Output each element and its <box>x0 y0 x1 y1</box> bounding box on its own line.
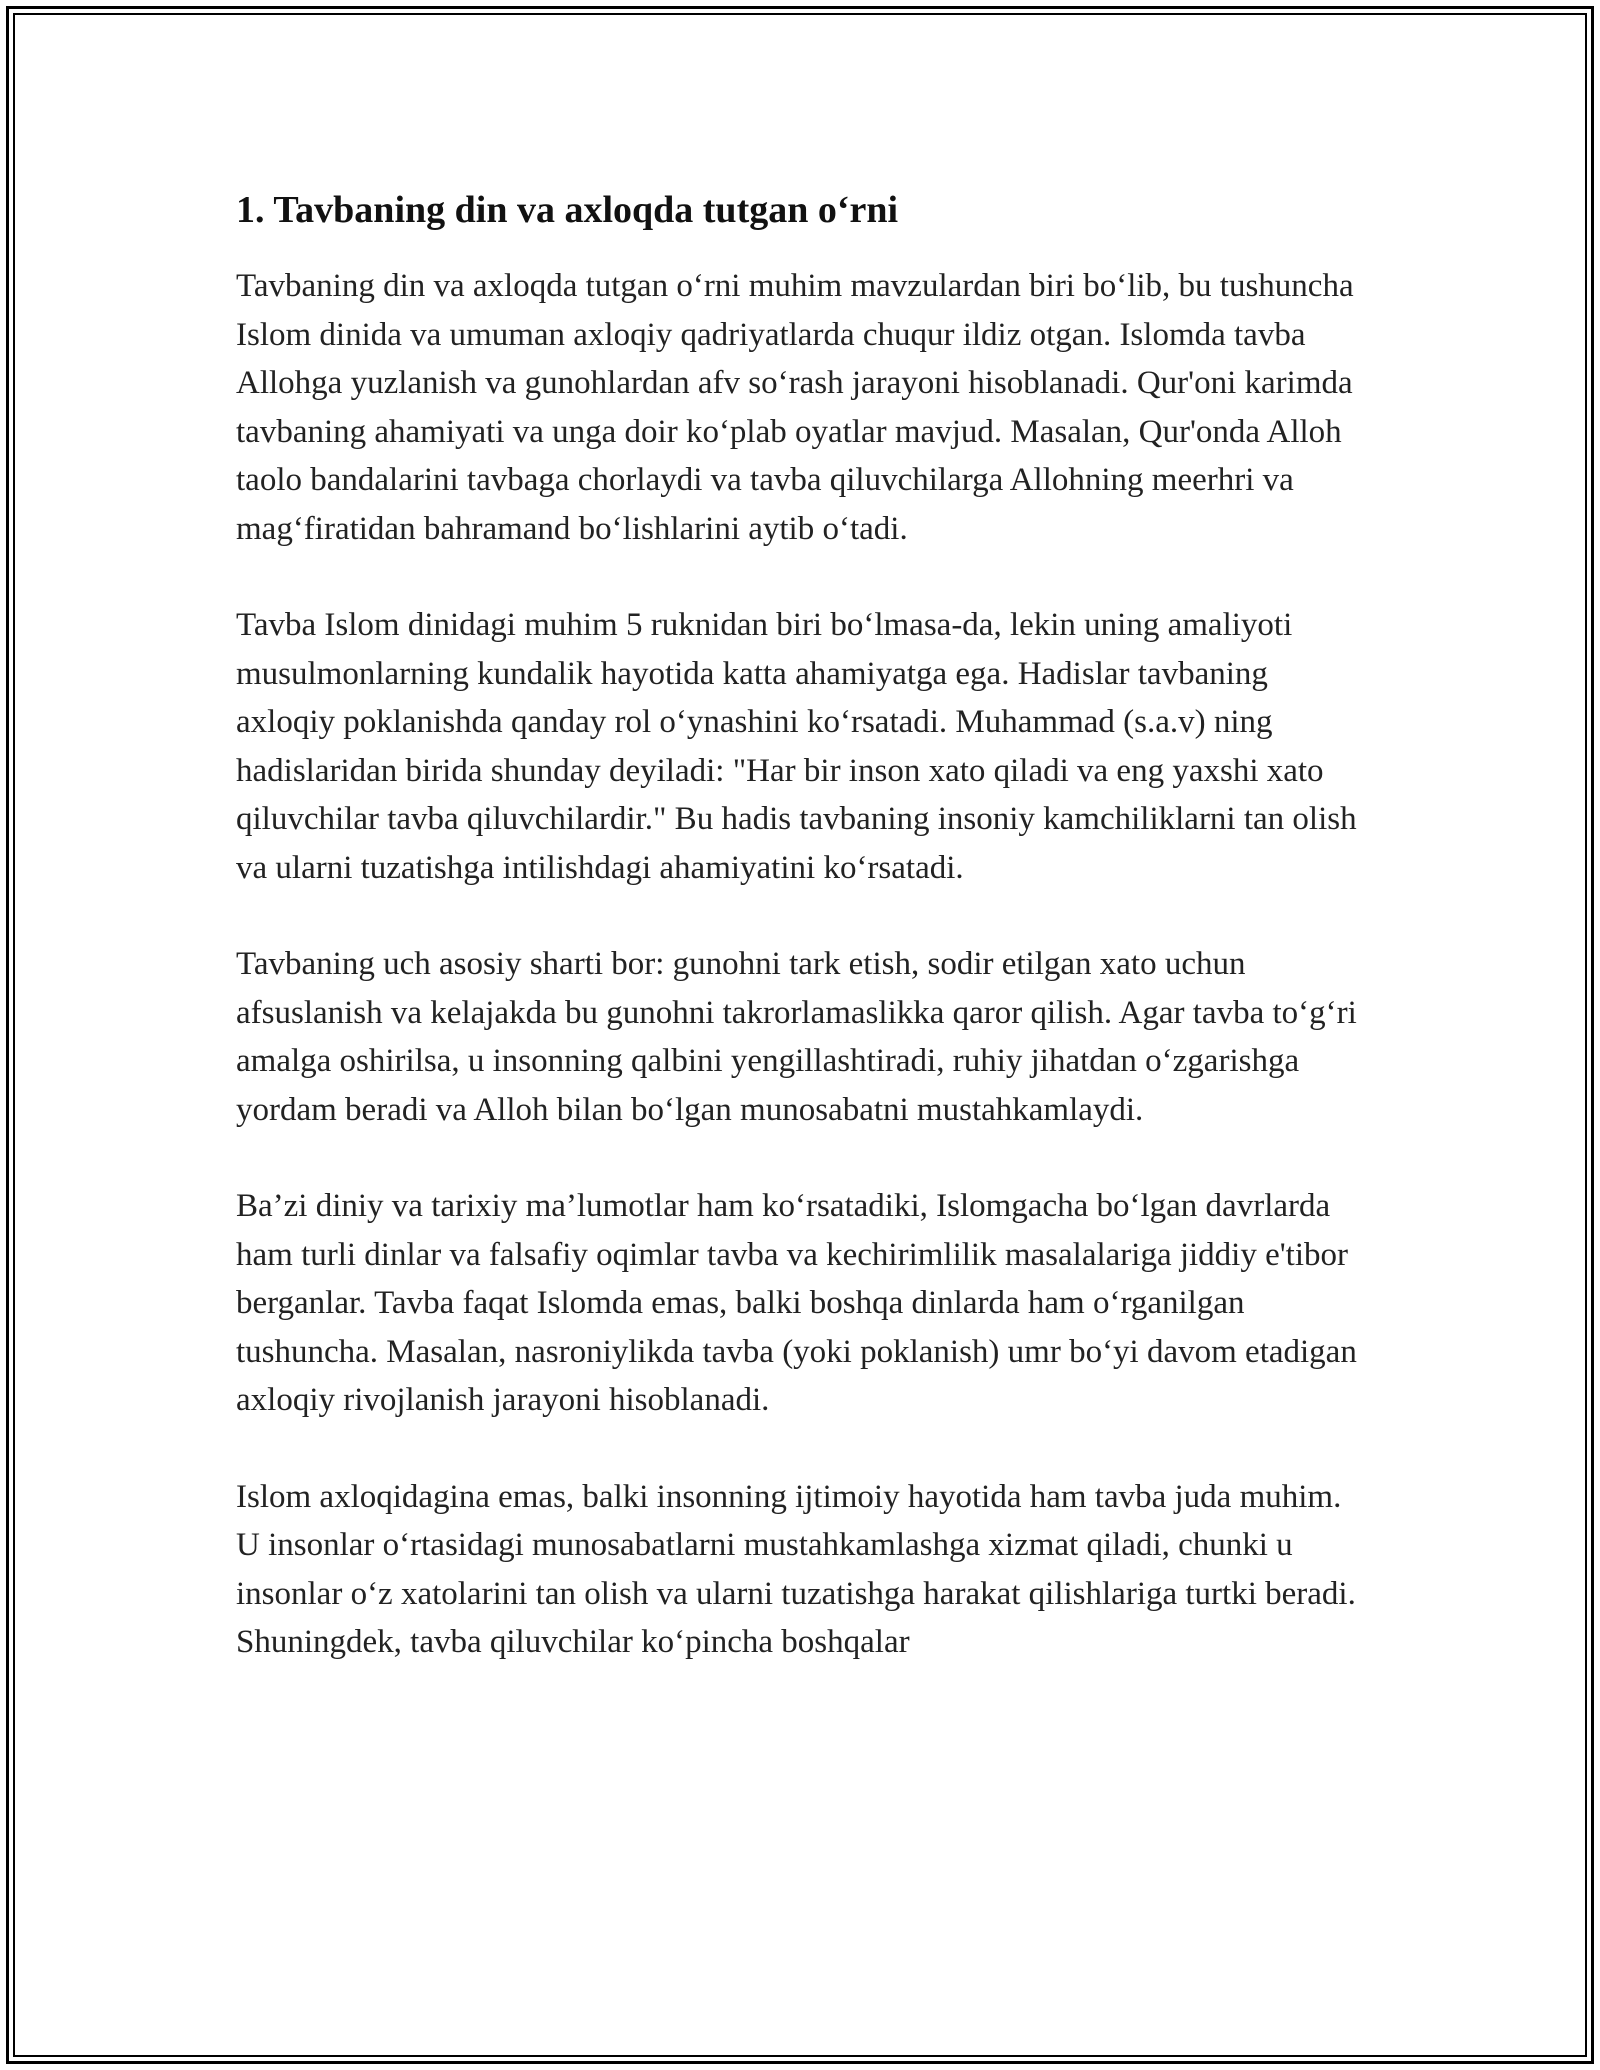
paragraph-3: Tavbaning uch asosiy sharti bor: gunohni tark etish, sodir etilgan xato uchun afsuslanish va kelajakda bu gunohni takrorlamaslikka qaror qilish. Agar tavba to‘g‘ri amalga oshirilsa, u insonning qalbini yengillashtiradi, ruhiy jihatdan o‘zgarishga yordam beradi va Alloh bilan bo‘lgan munosabatni mustahkamlaydi. <box>236 946 1357 1128</box>
paragraph-5: Islom axloqidagina emas, balki insonning ijtimoiy hayotida ham tavba juda muhim. U insonlar o‘rtasidagi munosabatlarni mustahkamlashga xizmat qiladi, chunki u insonlar o‘z xatolarini tan olish va ularni tuzatishga harakat qilishlariga turtki beradi. Shuningdek, tavba qiluvchilar ko‘pincha boshqalar <box>236 1478 1356 1660</box>
paragraph-1: Tavbaning din va axloqda tutgan o‘rni muhim mavzulardan biri bo‘lib, bu tushuncha Islom dinida va umuman axloqiy qadriyatlarda chuqur ildiz otgan. Islomda tavba Allohga yuzlanish va gunohlardan afv so‘rash jarayoni hisoblanadi. Qur'oni karimda tavbaning ahamiyati va unga doir ko‘plab oyatlar mavjud. Masalan, Qur'onda Alloh taolo bandalarini tavbaga chorlaydi va tavba qiluvchilarga Allohning meerhri va mag‘firatidan bahramand bo‘lishlarini aytib o‘tadi. <box>236 268 1354 547</box>
paragraph-4: Ba’zi diniy va tarixiy ma’lumotlar ham ko‘rsatadiki, Islomgacha bo‘lgan davrlarda ham turli dinlar va falsafiy oqimlar tavba va kechirimlilik masalalariga jiddiy e'tibor berganlar. Tavba faqat Islomda emas, balki boshqa dinlarda ham o‘rganilgan tushuncha. Masalan, nasroniylikda tavba (yoki poklanish) umr bo‘yi davom etadigan axloqiy rivojlanish jarayoni hisoblanadi. <box>236 1188 1357 1418</box>
section-heading: 1. Tavbaning din va axloqda tutgan o‘rni <box>236 189 899 231</box>
paragraph-2: Tavba Islom dinidagi muhim 5 ruknidan biri bo‘lmasa-da, lekin uning amaliyoti musulmonlarning kundalik hayotida katta ahamiyatga ega. Hadislar tavbaning axloqiy poklanishda qanday rol o‘ynashini ko‘rsatadi. Muhammad (s.a.v) ning hadislaridan birida shunday deyiladi: "Har bir inson xato qiladi va eng yaxshi xato qiluvchilar tavba qiluvchilardir." Bu hadis tavbaning insoniy kamchiliklarni tan olish va ularni tuzatishga intilishdagi ahamiyatini ko‘rsatadi. <box>236 607 1357 886</box>
document-body <box>236 186 1366 1715</box>
